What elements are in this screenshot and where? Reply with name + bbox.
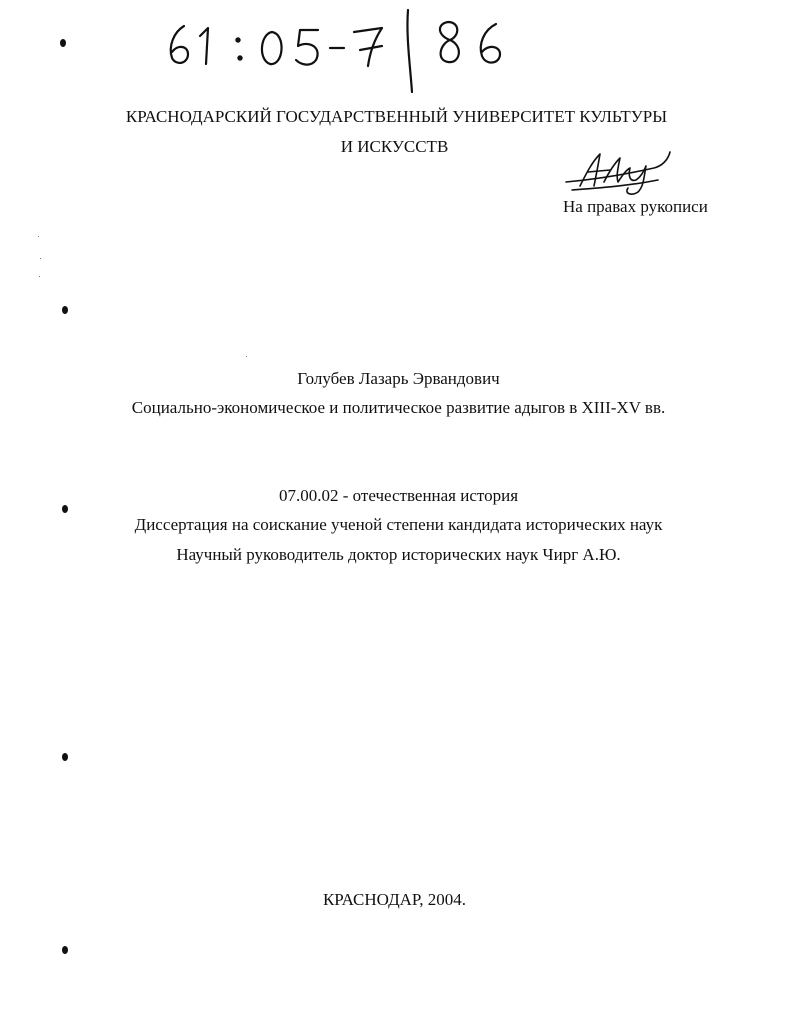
handwritten-archive-code	[160, 6, 520, 94]
punch-hole-mark	[62, 505, 68, 513]
scan-speck	[40, 258, 41, 259]
institution-line-2: И ИСКУССТВ	[340, 137, 449, 156]
scientific-advisor: Научный руководитель доктор исторических наук Чирг А.Ю.	[176, 545, 621, 564]
manuscript-rights-note: На правах рукописи	[563, 197, 708, 216]
author-name: Голубев Лазарь Эрвандович	[297, 369, 500, 388]
scan-speck	[38, 236, 39, 237]
scan-speck	[246, 356, 247, 357]
dissertation-title: Социально-экономическое и политическое развитие адыгов в XIII-XV вв.	[131, 398, 666, 417]
signature-scribble	[558, 146, 676, 198]
institution-line-1: КРАСНОДАРСКИЙ ГОСУДАРСТВЕННЫЙ УНИВЕРСИТЕТ КУЛЬТУРЫ	[125, 107, 668, 126]
specialty-code: 07.00.02 - отечественная история	[278, 486, 519, 505]
punch-hole-mark	[60, 39, 66, 47]
punch-hole-mark	[62, 946, 68, 954]
city-year: КРАСНОДАР, 2004.	[322, 890, 467, 909]
degree-statement: Диссертация на соискание ученой степени кандидата исторических наук	[134, 515, 663, 534]
punch-hole-mark	[62, 753, 68, 761]
punch-hole-mark	[62, 306, 68, 314]
scan-speck	[39, 276, 40, 277]
